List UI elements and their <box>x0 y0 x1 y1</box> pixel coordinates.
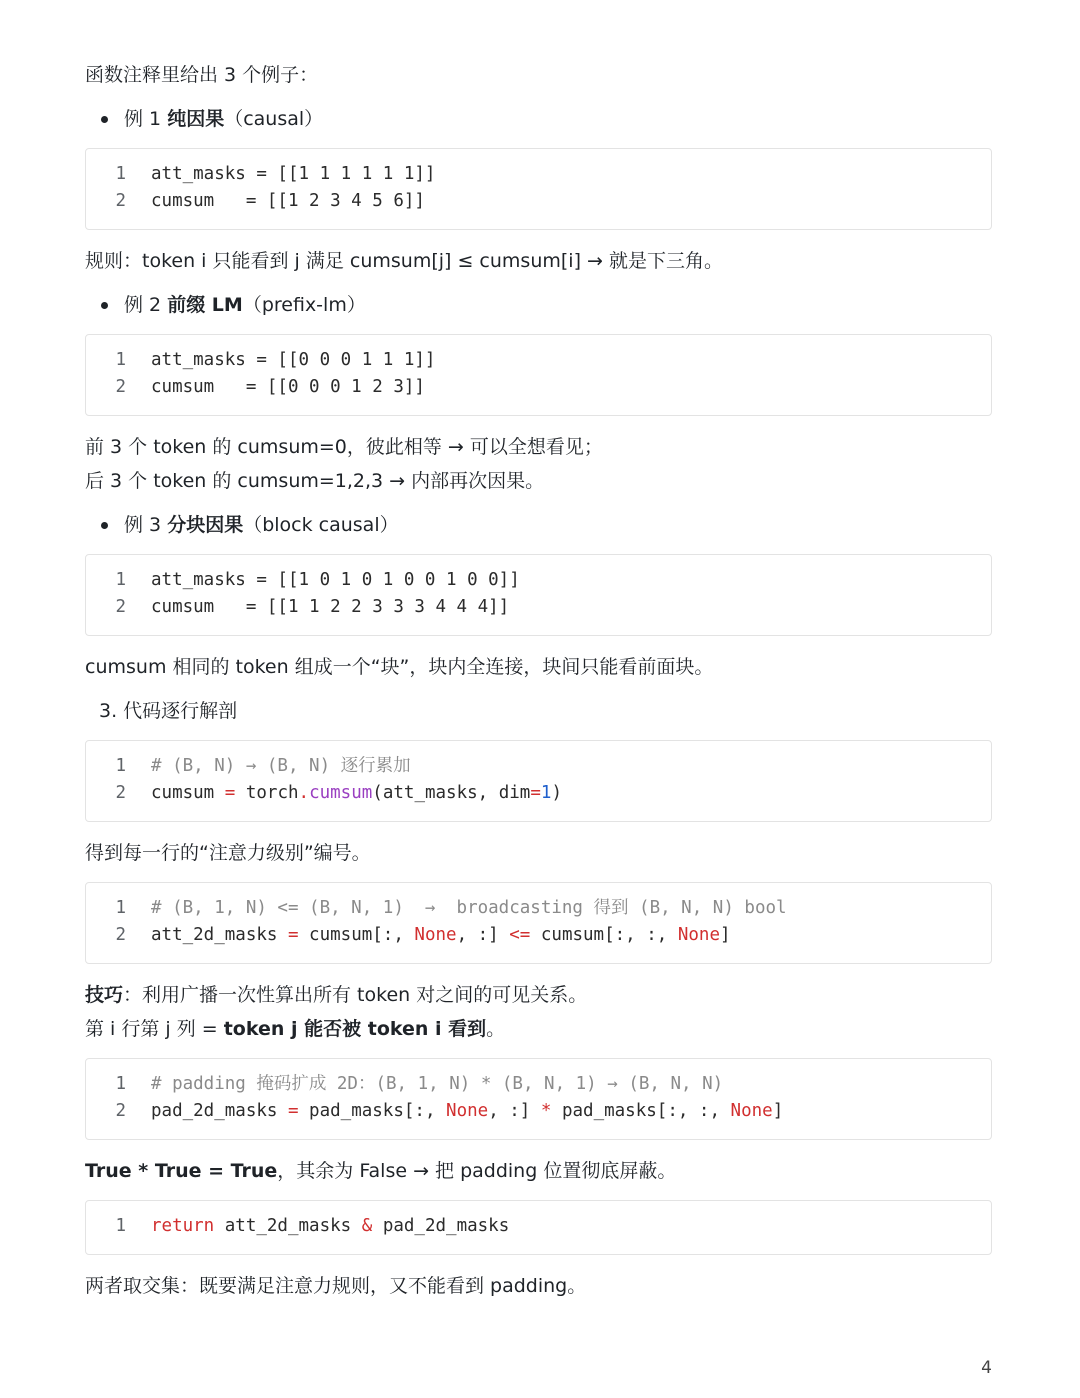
code-token: att_2d_masks <box>151 925 288 945</box>
code-line <box>86 895 991 922</box>
example-3-suffix: （block causal） <box>243 514 399 536</box>
example-2-note-2: 后 3 个 token 的 cumsum=1,2,3 → 内部再次因果。 <box>85 470 545 492</box>
line-number: 2 <box>115 377 126 397</box>
example-2-prefix: 例 2 <box>124 294 162 316</box>
example-2-suffix: （prefix-lm） <box>242 294 366 316</box>
code-text: att_masks = [[1 0 1 0 1 0 0 1 0 0]] <box>151 570 520 590</box>
code-operator: = <box>287 1101 299 1121</box>
code-line <box>86 1098 991 1125</box>
code-text <box>151 1098 783 1125</box>
code-block-example-1 <box>85 148 992 230</box>
code-block-cumsum <box>85 740 992 822</box>
code-line <box>86 1071 991 1098</box>
example-1-bullet <box>101 102 992 136</box>
code-token: pad_2d_masks <box>151 1101 288 1121</box>
tip-body: ：利用广播一次性算出所有 token 对之间的可见关系。 <box>123 984 588 1006</box>
row-col-prefix: 第 i 行第 j 列 = <box>85 1018 224 1040</box>
example-1-suffix: （causal） <box>224 108 324 130</box>
code-text: att_masks = [[0 0 0 1 1 1]] <box>151 350 436 370</box>
code-token: ] <box>772 1101 784 1121</box>
code-comment: # (B, 1, N) <= (B, N, 1) → broadcasting 得到 (B, N, N) bool <box>151 898 787 918</box>
pad-explanation <box>85 1154 992 1188</box>
cumsum-explanation: 得到每一行的“注意力级别”编号。 <box>85 842 371 864</box>
example-2-bullet <box>101 288 992 322</box>
bullet-dot-icon <box>101 116 108 123</box>
code-token: pad_2d_masks <box>372 1216 510 1236</box>
code-token: ] <box>720 925 731 945</box>
code-text <box>151 922 731 949</box>
code-operator: = <box>287 925 299 945</box>
code-keyword: None <box>730 1101 773 1121</box>
code-keyword: None <box>414 925 457 945</box>
code-comment: # (B, N) → (B, N) 逐行累加 <box>151 756 411 776</box>
code-keyword: None <box>677 925 721 945</box>
line-number: 1 <box>115 350 126 370</box>
line-number: 1 <box>115 756 126 776</box>
return-explanation: 两者取交集：既要满足注意力规则，又不能看到 padding。 <box>85 1275 587 1297</box>
code-block-example-3 <box>85 554 992 636</box>
line-number: 2 <box>115 597 126 617</box>
line-number: 2 <box>115 783 126 803</box>
code-keyword: return <box>151 1216 215 1236</box>
pad-explanation-body: ，其余为 False → 把 padding 位置彻底屏蔽。 <box>277 1160 677 1182</box>
line-number: 1 <box>115 1074 126 1094</box>
code-operator: . <box>298 783 310 803</box>
example-1-title: 纯因果 <box>167 108 225 130</box>
code-line <box>86 922 991 949</box>
code-block-pad-2d <box>85 1058 992 1140</box>
code-operator: <= <box>509 925 531 945</box>
code-token: , :] <box>488 1101 541 1121</box>
code-text <box>151 780 562 807</box>
section-3-heading: 3. 代码逐行解剖 <box>99 700 238 722</box>
bullet-dot-icon <box>101 302 108 309</box>
code-token: att_2d_masks <box>214 1216 362 1236</box>
code-token: ) <box>551 783 562 803</box>
tip-text <box>85 978 992 1012</box>
code-line <box>86 161 991 188</box>
example-3-bullet <box>101 508 992 542</box>
line-number: 1 <box>115 1216 126 1236</box>
row-col-bold: token j 能否被 token i 看到 <box>223 1018 487 1040</box>
code-line <box>86 594 991 621</box>
code-line <box>86 188 991 215</box>
line-number: 1 <box>115 898 126 918</box>
code-token: (att_masks, dim <box>372 783 531 803</box>
line-number: 2 <box>115 925 126 945</box>
code-text: cumsum = [[0 0 0 1 2 3]] <box>151 377 425 397</box>
code-operator: = <box>224 783 236 803</box>
line-number: 2 <box>115 1101 126 1121</box>
line-number: 2 <box>115 191 126 211</box>
code-line <box>86 780 991 807</box>
example-1-rule: 规则：token i 只能看到 j 满足 cumsum[j] ≤ cumsum[i] → 就是下三角。 <box>85 250 723 272</box>
code-token: cumsum <box>151 783 225 803</box>
line-number: 1 <box>115 164 126 184</box>
code-operator: = <box>530 783 541 803</box>
code-text: cumsum = [[1 2 3 4 5 6]] <box>151 191 425 211</box>
row-col-suffix: 。 <box>486 1018 506 1040</box>
example-3-title: 分块因果 <box>167 514 244 536</box>
code-token: pad_masks[:, <box>298 1101 447 1121</box>
line-number: 1 <box>115 570 126 590</box>
code-token: , :] <box>456 925 510 945</box>
code-token: cumsum[:, :, <box>530 925 678 945</box>
document-page <box>85 58 992 1303</box>
intro-text: 函数注释里给出 3 个例子： <box>85 64 319 86</box>
code-number: 1 <box>540 783 552 803</box>
code-operator: & <box>361 1216 373 1236</box>
code-operator: * <box>540 1101 552 1121</box>
code-text: att_masks = [[1 1 1 1 1 1]] <box>151 164 436 184</box>
page-number: 4 <box>981 1358 992 1378</box>
code-keyword: None <box>446 1101 489 1121</box>
code-token: pad_masks[:, :, <box>551 1101 731 1121</box>
example-3-note: cumsum 相同的 token 组成一个“块”，块内全连接，块间只能看前面块。 <box>85 656 714 678</box>
code-token: cumsum[:, <box>298 925 415 945</box>
code-comment: # padding 掩码扩成 2D：(B, 1, N) * (B, N, 1) → (B, N, N) <box>151 1074 724 1094</box>
pad-explanation-bold: True * True = True <box>85 1160 278 1182</box>
bullet-dot-icon <box>101 522 108 529</box>
code-line <box>86 567 991 594</box>
code-line <box>86 347 991 374</box>
code-text <box>151 1213 509 1240</box>
tip-label: 技巧 <box>85 984 124 1006</box>
example-3-prefix: 例 3 <box>124 514 162 536</box>
code-block-att-2d <box>85 882 992 964</box>
code-text: cumsum = [[1 1 2 2 3 3 3 4 4 4]] <box>151 597 510 617</box>
code-line <box>86 753 991 780</box>
code-line <box>86 1213 991 1240</box>
code-token: torch <box>235 783 299 803</box>
row-col-text <box>85 1012 992 1046</box>
code-block-example-2 <box>85 334 992 416</box>
code-line <box>86 374 991 401</box>
code-block-return <box>85 1200 992 1255</box>
example-2-note-1: 前 3 个 token 的 cumsum=0，彼此相等 → 可以全想看见； <box>85 436 603 458</box>
example-2-title: 前缀 LM <box>167 294 243 316</box>
example-1-prefix: 例 1 <box>124 108 162 130</box>
code-function: cumsum <box>309 783 373 803</box>
